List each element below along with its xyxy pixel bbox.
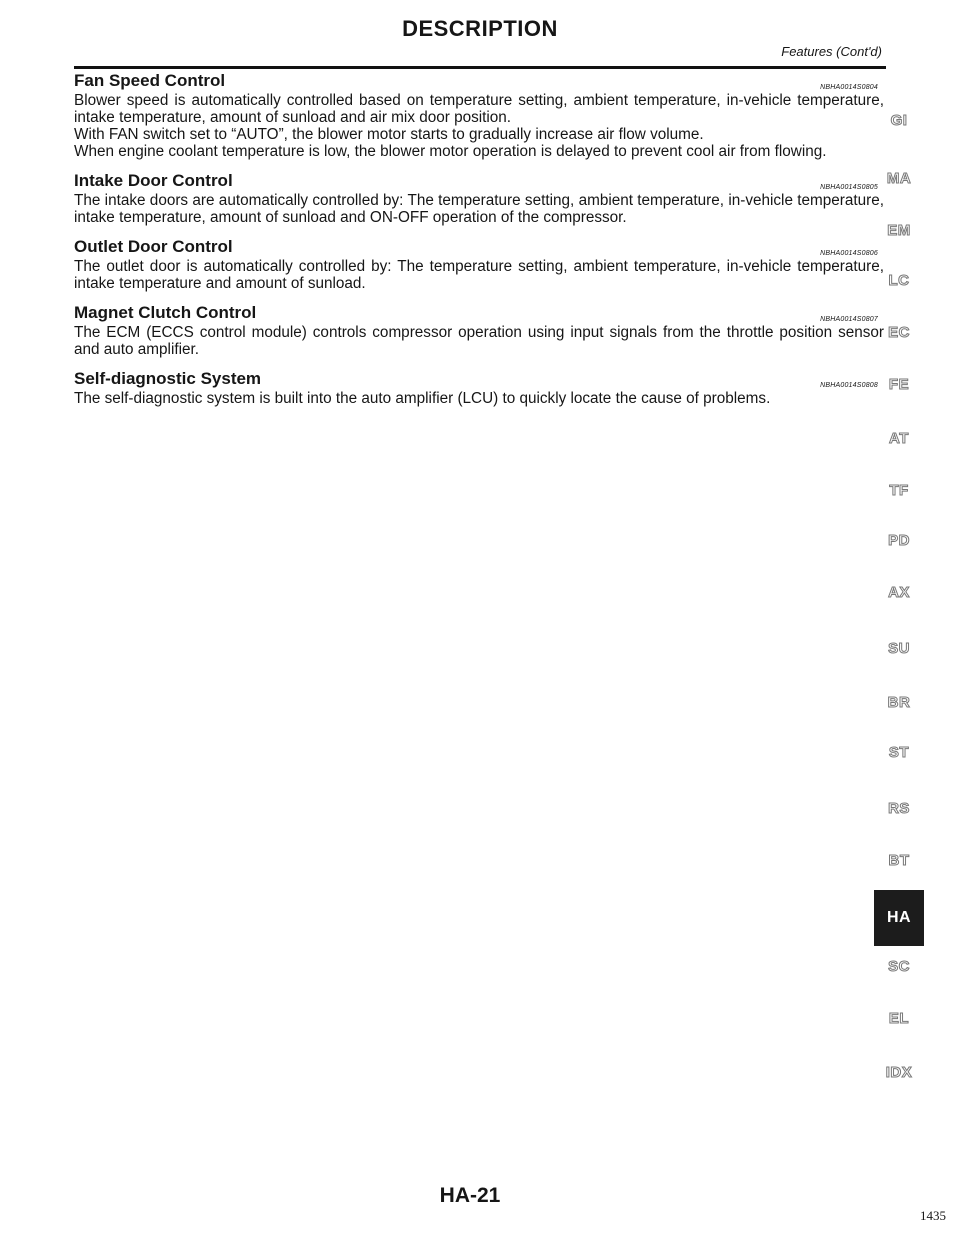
section-title: Self-diagnostic System [74, 369, 262, 388]
section-tab-br[interactable]: BR [887, 694, 911, 711]
section-tab-at[interactable]: AT [889, 430, 909, 447]
section-tab-pd[interactable]: PD [888, 532, 910, 549]
section-tab-gi[interactable]: GI [890, 112, 908, 129]
section-tab-ma[interactable]: MA [886, 170, 912, 187]
section-tab-bt[interactable]: BT [888, 852, 910, 869]
section-tab-tf[interactable]: TF [889, 482, 909, 499]
header-subtitle: Features (Cont'd) [781, 44, 882, 59]
section-title: Intake Door Control [74, 171, 233, 190]
section-tab-sc[interactable]: SC [888, 958, 910, 975]
section-tab-ha[interactable]: HA [874, 890, 924, 946]
section-tab-ax[interactable]: AX [888, 584, 910, 601]
section-code: NBHA0014S0804 [820, 84, 878, 91]
section-title: Fan Speed Control [74, 71, 226, 90]
section-paragraph: The outlet door is automatically controlled by: The temperature setting, ambient temperature, in-vehicle temperature, intake temperature and amount of sunload. [74, 258, 884, 292]
section-header [74, 236, 884, 258]
section-code: NBHA0014S0806 [820, 250, 878, 257]
section [74, 368, 884, 407]
section [74, 302, 884, 358]
section-title: Magnet Clutch Control [74, 303, 257, 322]
section-header [74, 70, 884, 92]
section-header [74, 302, 884, 324]
section [74, 236, 884, 292]
section-code: NBHA0014S0805 [820, 184, 878, 191]
section-header [74, 368, 884, 390]
section-tab-st[interactable]: ST [888, 744, 910, 761]
section-tab-fe[interactable]: FE [888, 376, 910, 393]
section-paragraph: The self-diagnostic system is built into the auto amplifier (LCU) to quickly locate the cause of problems. [74, 390, 771, 407]
section-code: NBHA0014S0808 [820, 382, 878, 389]
section-tab-idx[interactable]: IDX [885, 1064, 913, 1081]
content [74, 70, 884, 417]
section-paragraph: With FAN switch set to “AUTO”, the blower motor starts to gradually increase air flow volume. [74, 126, 704, 143]
section-header [74, 170, 884, 192]
section-paragraph: Blower speed is automatically controlled based on temperature setting, ambient temperature, in-vehicle temperature, intake temperature, amount of sunload and air mix door position. [74, 92, 884, 126]
section-tab-su[interactable]: SU [888, 640, 910, 657]
section-tab-ec[interactable]: EC [888, 324, 910, 341]
page-number: HA-21 [439, 1184, 501, 1207]
section-tab-lc[interactable]: LC [888, 272, 910, 289]
section [74, 70, 884, 160]
corner-number: 1435 [920, 1208, 946, 1223]
section-title: Outlet Door Control [74, 237, 233, 256]
section-code: NBHA0014S0807 [820, 316, 878, 323]
section-paragraph: When engine coolant temperature is low, the blower motor operation is delayed to prevent cool air from flowing. [74, 143, 827, 160]
section [74, 170, 884, 226]
section-paragraph: The ECM (ECCS control module) controls compressor operation using input signals from the throttle position sensor and auto amplifier. [74, 324, 884, 358]
section-paragraph: The intake doors are automatically controlled by: The temperature setting, ambient temperature, in-vehicle temperature, intake temperature, amount of sunload and ON-OFF operation of the compressor. [74, 192, 884, 226]
section-tab-em[interactable]: EM [887, 222, 911, 239]
section-tab-rs[interactable]: RS [888, 800, 910, 817]
section-tab-el[interactable]: EL [888, 1010, 910, 1027]
page-title: DESCRIPTION [402, 16, 558, 41]
header-rule [74, 66, 886, 69]
